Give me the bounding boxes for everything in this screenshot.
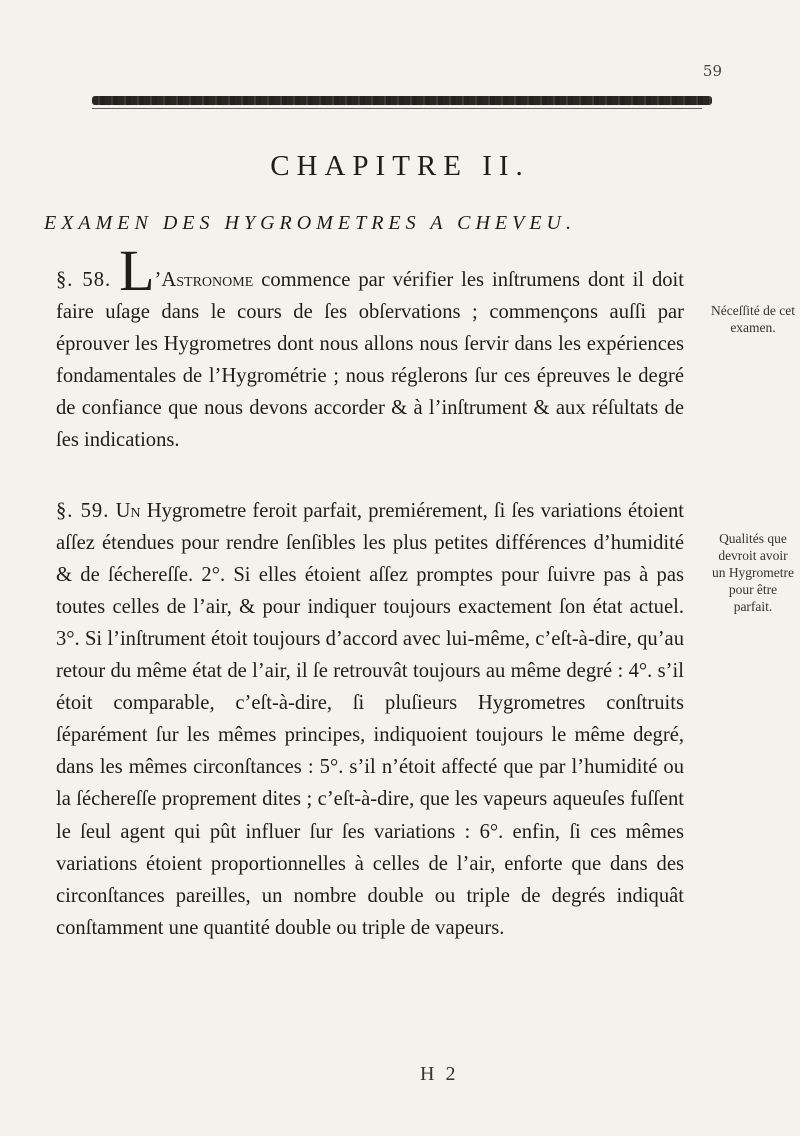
header-rule-thin (92, 108, 702, 109)
drop-cap: L (119, 238, 155, 303)
paragraph-text: Hygrometre feroit parfait, premiérement, ſi ſes variations étoient aſſez étendues pour rendre ſenſibles les plus petites différences d’humidité & de ſéchereſſe. 2°. Si elles étoient aſſez promptes pour ſuivre pas à pas toutes celles de l’air, & pour indiquer toujours exactement ſon état actuel. 3°. Si l’inſtrument étoit toujours d’accord avec lui-même, c’eſt-à-dire, qu’au retour du même état de l’air, il ſe retrouvât toujours au même degré : 4°. s’il étoit comparable, c’eſt-à-dire, ſi pluſieurs Hygrometres conſtruits ſéparément ſur les mêmes principes, indiquoient toujours le même degré, dans les mêmes circonſtances : 5°. s’il n’étoit affecté que par l’humidité ou la ſéchereſſe proprement dites ; c’eſt-à-dire, que les vapeurs aqueuſes fuſſent le ſeul agent qui pût influer ſur ſes variations : 6°. enfin, ſi ces mêmes variations étoient proportionnelles à celles de l’air, enforte que dans des circonſtances pareilles, un nombre double ou triple de degrés indiquât conſtamment une quantité double ou triple de vapeurs. (56, 499, 684, 939)
margin-note-qualities: Qualités que devroit avoir un Hygrometre pour être parfait. (711, 531, 795, 614)
section-number: §. 59. (56, 499, 110, 522)
chapter-title: CHAPITRE II. (270, 150, 530, 182)
paragraph-58 (56, 238, 684, 457)
chapter-subtitle: EXAMEN DES HYGROMETRES A CHEVEU. (44, 212, 577, 234)
paragraph-text: commence par vérifier les inſtrumens dont il doit faire uſage dans le cours de ſes obſervations ; commençons auſſi par éprouver les Hygrometres dont nous allons nous ſervir dans les expériences fondamentales de l’Hygrométrie ; nous réglerons ſur ces épreuves le degré de confiance que nous devons accorder & à l’inſtrument & aux réſultats de ſes indications. (56, 269, 684, 452)
signature-mark: H 2 (420, 1063, 459, 1085)
paragraph-59 (56, 495, 684, 944)
small-caps-word: ’Astronome (154, 269, 254, 291)
page-number: 59 (702, 62, 722, 80)
margin-note-necessity: Néceſſité de cet examen. (711, 303, 795, 335)
main-column (56, 238, 684, 944)
section-number: §. 58. (56, 269, 112, 291)
header-rule (92, 96, 712, 105)
small-caps-word: Un (115, 499, 141, 522)
